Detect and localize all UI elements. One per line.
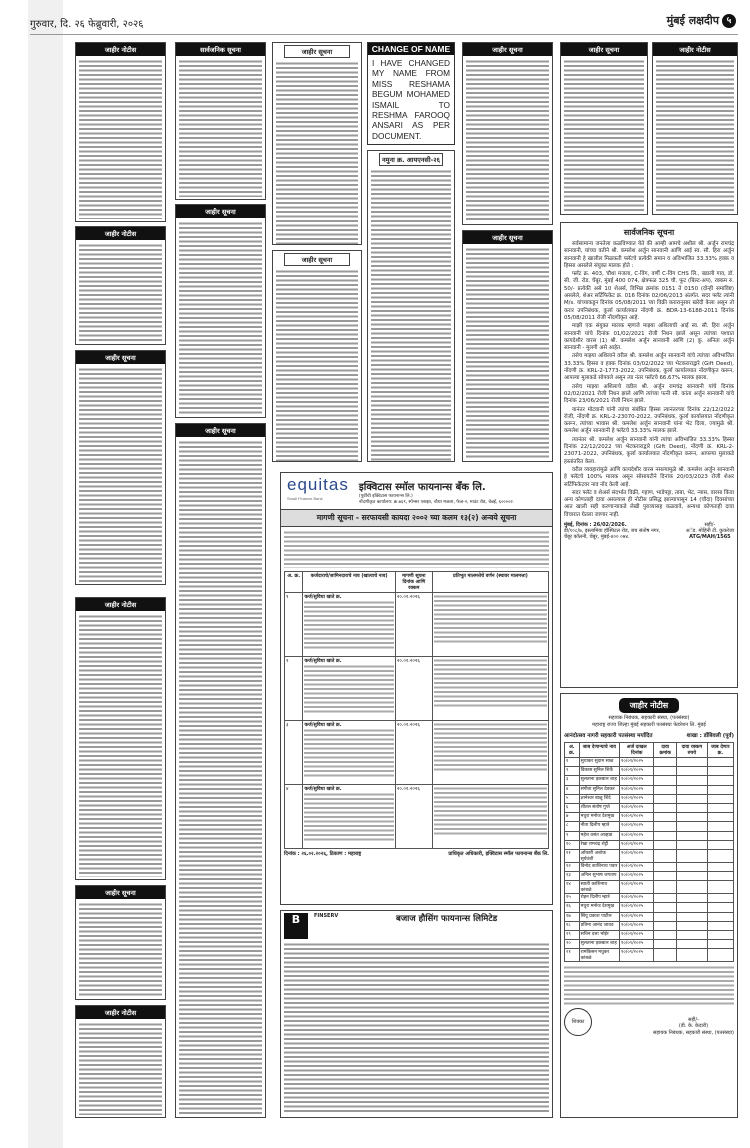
notice-body: [466, 247, 549, 459]
table-row: ११ ओंकारी अशोक सूर्यवंशी १०/०९/२०२५: [565, 849, 734, 862]
notice-box: [75, 350, 166, 585]
table-row: ५ ज्ञानेश्वर बाळू शिंदे १०/०९/२०२५: [565, 794, 734, 803]
notice-body: [79, 902, 162, 997]
notice-body: [79, 367, 162, 582]
change-of-name-notice: [367, 42, 455, 145]
notice-box: [652, 42, 738, 215]
page-number: ५: [722, 14, 736, 28]
demand-table: अ. क्र. कर्जदाराचे/जामिनदाराचे नाव (खात्याचे नाव) मागणी सूचना दिनांक आणि रक्कम प्रतिभूत मालमत्तेचे वर्णन (स्थावर मालमत्ता) १ कर्ज/सुविधा खाते क्र. २०.०१.२०२६ २ कर्ज/सुविधा खाते क्र. २०.०१.२०२६ ३ कर्ज/सुविधा खाते क्र. २०.०१.२०२६ ४ कर्ज/सुविधा खाते क्र. २०.०१.२०२६: [284, 571, 549, 849]
paragraph: सर्वसामान्य जनतेला कळविण्यात येते की आम्ही आमचे अशील श्री. अर्जुन रामचंद्र सानवानी, यांच्या वतीने श्री. कमलेश अर्जुन सानवानी आणि आई स्व. सौ. हिरा अर्जुन सानवानी हे खालील मिळकती फ्लॅटचे प्रत्येकी समान व अविभाजित 33.33% हक्क व हिस्सा असलेले संयुक्त मालक होते :: [564, 241, 734, 269]
notice-body: [79, 614, 162, 877]
notice-box: [560, 42, 648, 215]
notice-box: [272, 42, 362, 245]
signature: सही/-: [704, 521, 716, 528]
notice-heading: जाहीर नोटीस: [76, 598, 165, 611]
claims-table: अ. क्र. जाब देणाऱ्याचे नाव अर्ज दाखल दिनांक दावा क्रमांक दावा रक्कम रुपये जाब देणार क्र. १ सुधाकर सुदाम साळ १०/०९/२०२५ २ विकास सुनिल शिर्के १०/०९/२०२५ ३ सुलताना इकबाल शाह १०/०९/२०२५ ४ संगीता सुनिल देवकर १०/०९/२०२५ ५ ज्ञानेश्वर बाळू शिंदे १०/०९/२०२५ ६ शीतल संतोष गुप्ते १०/०९/२०२५ ७ मधुरा मनोज देशमुख १०/०९/२०२५ ८ नीता दिलीप म्हात्रे १०/०९/२०२५ ९ महेश वसंत आव्हाड १०/०९/२०२५ १० रेखा रामचंद्र शेट्टी १०/०९/२०२५ ११ ओंकारी अशोक सूर्यवंशी १०/०९/२०२५ १२ विनोद काशिनाथ पवार १०/०९/२०२५ १३ अनिल सुभाष जगताप १०/०९/२०२५ १४ स्वाती काशिनाथ कांबळे १०/०९/२०२५ १५ रोहन दिलीप म्हात्रे १०/०९/२०२५ १६ मधुरा मनोज देशमुख १०/०९/२०२५ १७ सिंधू प्रकाश पाटील १०/०९/२०२५ १८ प्रतिमा आनंद जाधव १०/०९/२०२५ १९ सचिन दत्ता भोईर १०/०९/२०२५ २० सुलताना इकबाल शाह १०/०९/२०२५ २१ रामकिसन मधुकर कांबळे १०/०९/२०२५: [564, 742, 734, 962]
notice-heading: जाहीर सूचना: [76, 351, 165, 364]
table-row: ४ कर्ज/सुविधा खाते क्र. २०.०१.२०२६: [285, 785, 549, 849]
bajaj-logo: B: [284, 913, 308, 939]
table-row: १८ प्रतिमा आनंद जाधव १०/०९/२०२५: [565, 921, 734, 930]
public-notice-title: सार्वजनिक सूचना: [623, 228, 675, 237]
notice-heading: जाहीर सूचना: [463, 231, 552, 244]
notice-box: [462, 230, 553, 462]
table-row: १९ सचिन दत्ता भोईर १०/०९/२०२५: [565, 931, 734, 940]
finserv-label: FINSERV: [314, 913, 339, 919]
page-margin: [28, 0, 63, 1148]
notice-heading: जाहीर सूचना: [76, 886, 165, 899]
notice-body: [79, 1022, 162, 1115]
notice-body: [564, 59, 644, 212]
notice-title-bar: मागणी सूचना - सरफायसी कायदा २००२ च्या कलम १३(२) अन्वये सूचना: [281, 509, 552, 527]
table-row: २१ रामकिसन मधुकर कांबळे १०/०९/२०२५: [565, 949, 734, 962]
table-row: १६ मधुरा मनोज देशमुख १०/०९/२०२५: [565, 903, 734, 912]
notice-heading: जाहीर सूचना: [463, 43, 552, 56]
notice-date: दिनांक : २६.०२.२०२६, ठिकाण : महाराष्ट्र: [284, 851, 362, 857]
table-row: १ कर्ज/सुविधा खाते क्र. २०.०१.२०२६: [285, 593, 549, 657]
masthead: [667, 13, 736, 28]
paragraph: त्यानंतर श्री. कमलेश अर्जुन सानवानी यांनी त्यांचा अविभाजित 33.33% हिस्सा दिनांक 22/12/2022 च्या भेटकराराद्वारे (Gift Deed), नोंदणी क्र. KRL-2-23071-2022, उपनिबंधक, कुर्ला कार्यालयात नोंदणीकृत करून, आपल्या मुलाकडे हस्तांतरित केला.: [564, 436, 734, 465]
notice-body: [79, 59, 162, 219]
notice-box: [175, 204, 266, 418]
public-notice: [560, 222, 738, 688]
table-row: १५ रोहन दिलीप म्हात्रे १०/०९/२०२५: [565, 894, 734, 903]
notice-heading: जाहीर नोटीस: [653, 43, 737, 56]
notice-body: [79, 243, 162, 342]
table-row: २ कर्ज/सुविधा खाते क्र. २०.०१.२०२६: [285, 657, 549, 721]
table-row: १२ विनोद काशिनाथ पवार १०/०९/२०२५: [565, 862, 734, 871]
equitas-logo: equitas Small Finance Bank: [287, 475, 349, 501]
table-row: १७ सिंधू प्रकाश पाटील १०/०९/२०२५: [565, 912, 734, 921]
notice-box: [75, 42, 166, 222]
table-row: २ विकास सुनिल शिर्के १०/०९/२०२५: [565, 767, 734, 776]
company-name: बजाज हौसिंग फायनान्स लिमिटेड: [396, 914, 498, 924]
table-row: २० सुलताना इकबाल शाह १०/०९/२०२५: [565, 940, 734, 949]
place-date: मुंबई, दिनांक : 26/02/2026.: [564, 521, 627, 528]
notice-intro: [284, 530, 549, 568]
notice-heading: जाहीर सूचना: [176, 424, 265, 437]
paragraph: वरील व्यवहारांमुळे आणि कायदेशीर वारस नसल्यामुळे श्री. कमलेश अर्जुन सानवानी हे फ्लॅटचे 100% मालक असून सोसायटीने दिनांक 20/03/2023 रोजी शेअर सर्टिफिकेटवर नाव नोंद केली आहे.: [564, 466, 734, 488]
notice-body: [564, 965, 734, 1005]
notice-body: [179, 440, 262, 1115]
notice-body: [276, 269, 358, 461]
paragraph: सदर फ्लॅट व शेअर्स संदर्भात विक्री, गहाण, भाडेपट्टा, ताबा, भेट, न्यास, वारसा किंवा अन्य कोणताही दावा असल्यास ही नोटीस प्रसिद्ध झाल्यापासून 14 (चौदा) दिवसांच्या आत खाली सही करणाऱ्याकडे लेखी पुराव्यासह कळवावे, अन्यथा कोणताही दावा विचारात घेतला जाणार नाही.: [564, 489, 734, 518]
change-of-name-title: CHANGE OF NAME: [368, 43, 454, 55]
issue-date: गुरुवार, दि. २६ फेब्रुवारी, २०२६: [30, 19, 144, 30]
former-name: (पूर्वीची इक्विटास फायनान्स लि.): [358, 494, 413, 499]
notice-box: [175, 42, 266, 200]
table-row: ३ सुलताना इकबाल शाह १०/०९/२०२५: [565, 776, 734, 785]
notice-box: [462, 42, 553, 225]
notice-heading: जाहीर नोटीस: [76, 43, 165, 56]
notice-heading: जाहीर सूचना: [561, 43, 647, 56]
table-row: ८ नीता दिलीप म्हात्रे १०/०९/२०२५: [565, 822, 734, 831]
paragraph: तसेच माझ्या अशिलाने वरील श्री. कमलेश अर्जुन सानवानी यांचे त्यांच्या अविभाजित 33.33% हिस्सा व हक्क दिनांक 03/02/2022 च्या भेटकराराद्वारे (Gift Deed), नोंदणी क्र. KRL-2-1773-2022, उपनिबंधक, कुर्ला कार्यालयात नोंदणीकृत करून, आपल्या मुलाकडे सोपवले असून त्या नंतर फ्लॅटचे 66.67% मालक झाला.: [564, 353, 734, 382]
notice-heading: जाहीर सूचना: [284, 45, 350, 58]
table-row: १० रेखा रामचंद्र शेट्टी १०/०९/२०२५: [565, 840, 734, 849]
notice-heading: जाहीर सूचना: [284, 253, 350, 266]
notice-body: [179, 59, 262, 197]
notice-box: [175, 423, 266, 1118]
advocate-address: डी/१०८/७, इस्लामिया हॉस्पिटल रोड, जय संतोष नगर, चेंबूर कॉलनी, चेंबूर, मुंबई-४०० ०७४.: [564, 527, 661, 540]
notice-body: [371, 169, 451, 461]
signature: सही/-: [688, 1016, 699, 1023]
table-row: ४ संगीता सुनिल देवकर १०/०९/२०२५: [565, 785, 734, 794]
notice-body: [656, 59, 734, 212]
bank-name: इक्विटास स्मॉल फायनान्स बँक लि.: [358, 482, 486, 493]
header-rule: [30, 34, 738, 35]
change-of-name-body: I HAVE CHANGED MY NAME FROM MISS RESHAMA BEGUM MOHAMED ISMAIL TO RESHMA FAROOQ ANSARI AS PER DOCUMENT.: [372, 58, 450, 141]
official-seal: शिक्का: [564, 1008, 592, 1036]
notice-heading: सार्वजनिक सूचना: [176, 43, 265, 56]
paragraph: यानंतर मोटवानी यांनी त्यांचा संबंधित हिस्सा त्यानंतरच्या दिनांक 22/12/2022 रोजी, नोंदणी क्र. KRL-2-23070-2022, उपनिबंधक, कुर्ला कार्यालयात नोंदणीकृत करून, त्यांच्या भावास श्री. कमलेश अर्जुन सानवानी यांना भेट दिला, ज्यामुळे श्री. कमलेश अर्जुन सानवानी हे फ्लॅटचे 33.33% मालक झाले.: [564, 406, 734, 435]
equitas-demand-notice: [280, 472, 553, 905]
table-row: १४ स्वाती काशिनाथ कांबळे १०/०९/२०२५: [565, 881, 734, 894]
notice-box: [75, 597, 166, 880]
notice-heading: जाहीर सूचना: [176, 205, 265, 218]
officer-name: (डी. के. केदारी): [678, 1023, 709, 1030]
notice-body: [276, 61, 358, 244]
advocate-name: अॅड. मोहिनी टी. कुकरेजा: [685, 527, 734, 534]
paper-name: मुंबई लक्षदीप: [666, 14, 719, 27]
table-row: ६ शीतल संतोष गुप्ते १०/०९/२०२५: [565, 803, 734, 812]
notice-box: [367, 150, 455, 462]
society-name: आनंदोत्सव नागरी सहकारी पतसंस्था मर्यादित: [564, 733, 653, 739]
registration-number: ATG/MAH/1565: [689, 533, 731, 540]
branch: शाखा : डोंबिवली (पूर्व): [686, 733, 734, 739]
notice-heading: नमुना क्र. आयएनसी-२६: [379, 153, 443, 166]
notice-heading: जाहीर नोटीस: [76, 227, 165, 240]
bajaj-housing-notice: [280, 910, 553, 1118]
paragraph: तसेच माझ्या अशिलाचे वडील श्री. अर्जुन रामचंद्र सानवानी यांचे दिनांक 02/02/2021 रोजी निधन झाले आणि त्यांच्या पत्नी सौ. कांता अर्जुन सानवानी यांचे दिनांक 23/06/2021 रोजी निधन झाले.: [564, 383, 734, 405]
notice-body: [466, 59, 549, 222]
paragraph: फ्लॅट क्र. 403, चौथा मजला, C-विंग, वर्णी C-विंग CHS लि., बडाली गाव, डॉ. सी. जी. रोड, चेंबूर, मुंबई 400 074, क्षेत्रफळ 325 चौ. फूट (बिल्ट-अप), रक्कम रु. 50/- प्रत्येकी असे 10 शेअर्स, विभिन्न क्रमांक 0151 ते 0150 (दोन्ही समाविष्ट) असलेले, शेअर सर्टिफिकेट क्र. 016 दिनांक 02/06/2013 अंतर्गत. सदर फ्लॅट त्यांनी M/s. यांच्याकडून दिनांक 05/08/2011 च्या विक्री करारानुसार खरेदी केला असून तो करार उपनिबंधक, कुर्ला कार्यालयात नोंदणी क्र. BDR-13-6188-2011 दिनांक 05/08/2011 रोजी नोंदणीकृत आहे.: [564, 271, 734, 321]
table-row: १३ अनिल सुभाष जगताप १०/०९/२०२५: [565, 872, 734, 881]
authority: सहायक निबंधक, सहकारी संस्था, (पतसंस्था): [608, 715, 690, 721]
table-row: १ सुधाकर सुदाम साळ १०/०९/२०२५: [565, 758, 734, 767]
notice-box: [75, 1005, 166, 1118]
notice-box: [272, 250, 362, 462]
table-row: ७ मधुरा मनोज देशमुख १०/०९/२०२५: [565, 813, 734, 822]
notice-title: जाहीर नोटीस: [619, 698, 679, 713]
authorised-officer: प्राधिकृत अधिकारी, इक्विटास स्मॉल फायनान्स बँक लि.: [448, 851, 549, 857]
registrar-notice: [560, 693, 738, 1118]
paragraph: माझी एक संयुक्त मालक म्हणजे माझ्या अशिलाची आई स्व. सौ. हिरा अर्जुन सानवानी यांचे दिनांक 01/02/2021 रोजी निधन झाले असून त्यांच्या पश्चात कायदेशीर वारस (1) श्री. कमलेश अर्जुन सानवानी आणि (2) कु. अनिता अर्जुन सानवानी - मुलगी असे आहेत.: [564, 323, 734, 352]
notice-box: [75, 226, 166, 345]
notice-body: [284, 942, 549, 1112]
notice-box: [75, 885, 166, 1000]
authority-address: महाराष्ट्र राज्य जिल्हा मुंबई सहकारी पतसंस्था फेडरेशन लि. मुंबई: [592, 721, 706, 728]
officer-designation: सहायक निबंधक, सहकारी संस्था, (पतसंस्था): [653, 1029, 734, 1036]
table-row: ३ कर्ज/सुविधा खाते क्र. २०.०१.२०२६: [285, 721, 549, 785]
table-row: ९ महेश वसंत आव्हाड १०/०९/२०२५: [565, 831, 734, 840]
notice-body: [179, 221, 262, 415]
registered-office: नोंदणीकृत कार्यालय: क्र.७६९, स्पेन्सर प्लाझा, चौथा मजला, फेज-२, माउंट रोड, चेन्नई, ६००००२.: [358, 500, 515, 505]
notice-heading: जाहीर नोटीस: [76, 1006, 165, 1019]
